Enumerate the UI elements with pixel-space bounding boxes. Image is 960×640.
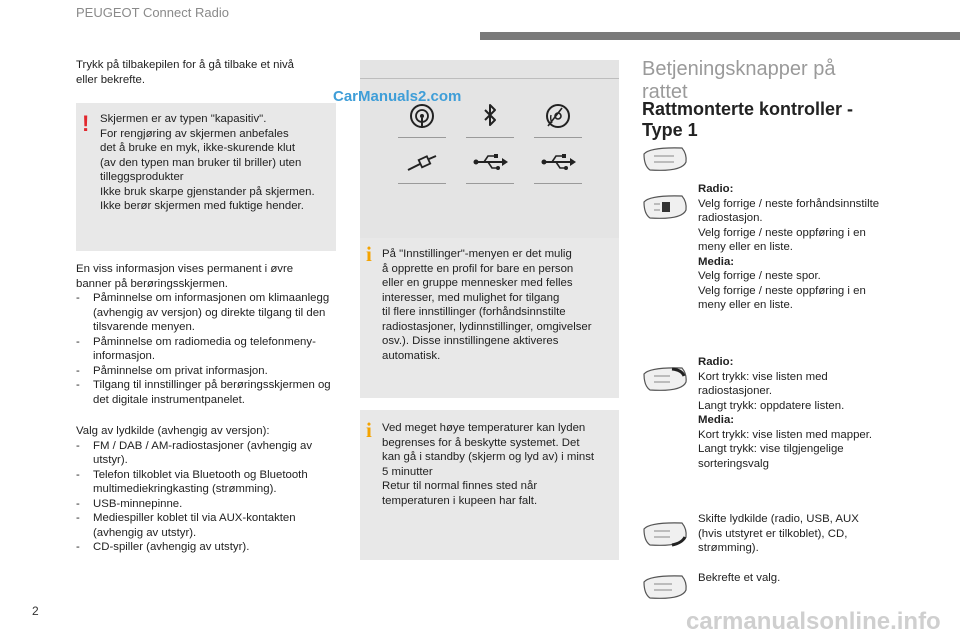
info-box-temperature [360,410,619,560]
watermark-top: CarManuals2.com [333,88,462,105]
list-item: - Påminnelse om privat informasjon. [76,364,340,379]
control-label: Radio: [698,356,734,368]
icon-underline [466,183,514,184]
info-text-temperature: Ved meget høye temperaturer kan lyden begrenses for å beskytte systemet. Det kan gå i standby (skjerm og lyd av) i minst 5 minutter Retur til normal finnes sted når temperaturen i kupeen har falt. [382,422,595,507]
banner-section [76,262,340,407]
info-icon: i [366,418,372,442]
list-item: - Tilgang til innstillinger på berøringsskjermen og det digitale instrumentpanelet. [76,378,340,407]
warning-exclamation-icon: ! [82,111,90,136]
control-label: Media: [698,414,735,426]
control-text: Velg forrige / neste spor. Velg forrige / neste oppføring i en meny eller en liste. [698,270,866,311]
usb-icon[interactable] [534,144,582,184]
icon-underline [534,137,582,138]
header-bar [480,32,960,40]
header-title: PEUGEOT Connect Radio [76,5,229,20]
source-section [76,424,340,555]
steering-control-list-icon [642,366,688,394]
intro-text: Trykk på tilbakepilen for å gå tilbake et nivå eller bekrefte. [76,59,295,86]
section-title: Betjeningsknapper på rattet [642,58,836,103]
list-item: - Mediespiller koblet til via AUX-kontakten (avhengig av utstyr). [76,511,340,540]
icon-underline [398,137,446,138]
control-text: Skifte lydkilde (radio, USB, AUX (hvis utstyret er tilkoblet), CD, strømming). [698,513,859,554]
warning-box [76,103,336,251]
aux-icon[interactable] [398,144,446,184]
control-text: Bekrefte et valg. [698,572,781,584]
banner-list [76,291,340,407]
list-item: - Påminnelse om informasjonen om klimaanlegg (avhengig av versjon) og direkte tilgang til den tilsvarende menyen. [76,291,340,335]
info-text-settings: På "Innstillinger"-menyen er det mulig å opprette en profil for bare en person eller en gruppe mennesker med felles interesser, med mulighet for tilgang til flere innstillinger (forhåndsinnstilte radiostasjoner, lydinnstillinger, omgivelser osv.). Disse innstillingene aktiveres automatisk. [382,248,592,362]
bluetooth-icon[interactable] [466,98,514,138]
control-label: Media: [698,255,735,268]
sub-title: Rattmonterte kontroller - Type 1 [642,99,854,140]
source-intro: Valg av lydkilde (avhengig av versjon): [76,425,270,437]
info-icon: i [366,242,372,266]
source-list [76,439,340,555]
page-number: 2 [32,604,39,618]
steering-control-confirm-icon [642,574,688,602]
steering-control-source-icon [642,521,688,549]
icon-underline [466,137,514,138]
usb-icon[interactable] [466,144,514,184]
banner-intro: En viss informasjon vises permanent i øvre banner på berøringsskjermen. [76,263,294,290]
control-description [698,355,908,471]
steering-control-seek-icon [642,194,688,222]
icon-underline [398,183,446,184]
steering-control-icon [642,146,688,174]
list-item: - Telefon tilkoblet via Bluetooth og Bluetooth multimediekringkasting (strømming). [76,468,340,497]
info-box-settings [360,238,619,398]
control-text: Velg forrige / neste forhåndsinnstilte radiostasjon. Velg forrige / neste oppføring i en meny eller en liste. [698,197,880,253]
control-label: Radio: [698,183,734,195]
list-item: - FM / DAB / AM-radiostasjoner (avhengig av utstyr). [76,439,340,468]
icon-underline [534,183,582,184]
cd-icon[interactable] [534,98,582,138]
list-item: - Påminnelse om radiomedia og telefonmeny-informasjon. [76,335,340,364]
list-item: - USB-minnepinne. [76,497,340,512]
panel-divider [360,78,619,79]
control-description [698,182,908,313]
control-text: Kort trykk: vise listen med radiostasjoner. Langt trykk: oppdatere listen. [698,370,845,412]
list-item: - CD-spiller (avhengig av utstyr). [76,540,340,555]
control-text: Kort trykk: vise listen med mapper. Langt trykk: vise tilgjengelige sorteringsvalg [698,428,873,470]
warning-text: Skjermen er av typen "kapasitiv". For rengjøring av skjermen anbefales det å bruke en myk, ikke-skurende klut (av den typen man bruker til briller) uten tilleggsprodukter Ikke bruk skarpe gjenstander på skjermen. Ikke berør skjermen med fuktige hender. [100,113,315,212]
watermark-bottom: carmanualsonline.info [686,608,941,635]
